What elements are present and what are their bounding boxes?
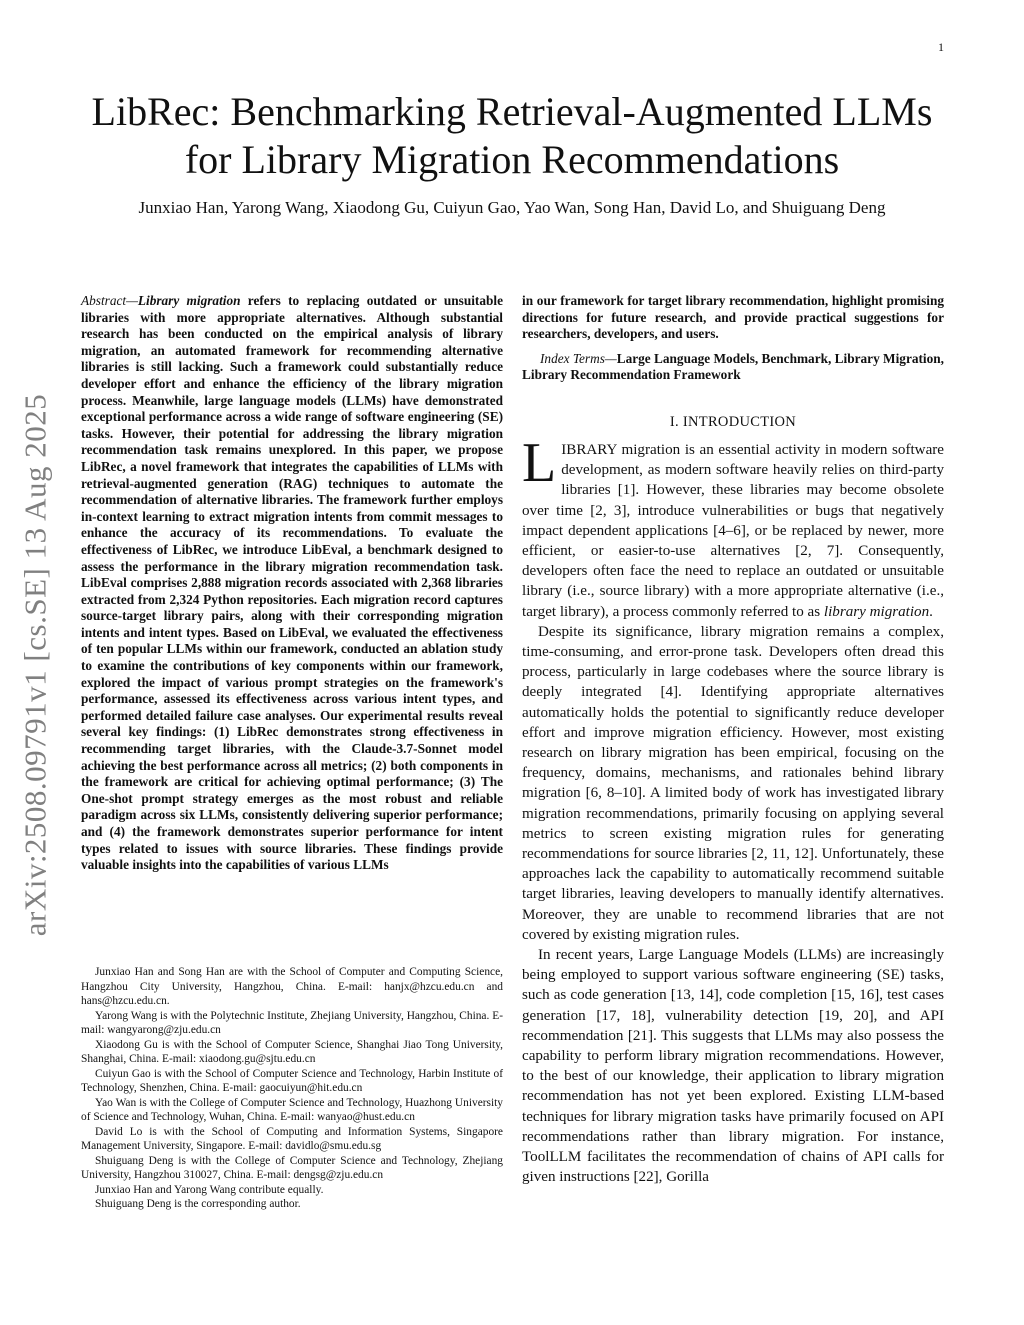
index-terms-label: Index Terms bbox=[540, 350, 605, 366]
footnote: Yarong Wang is with the Polytechnic Institute, Zhejiang University, Hangzhou, China. E-mail: wangyarong@zju.edu.cn bbox=[81, 1009, 503, 1036]
abstract bbox=[81, 293, 503, 874]
arxiv-identifier-text: arXiv:2508.09791v1 [cs.SE] 13 Aug 2025 bbox=[17, 393, 52, 937]
footnote: Junxiao Han and Song Han are with the School of Computer and Computing Science, Hangzhou City University, Hangzhou, China. E-mail: hanjx@hzcu.edu.cn and hans@hzcu.edu.cn. bbox=[81, 966, 503, 1007]
author-list: Junxiao Han, Yarong Wang, Xiaodong Gu, Cuiyun Gao, Yao Wan, Song Han, David Lo, and Shuiguang Deng bbox=[138, 198, 886, 217]
intro-paragraph-3: In recent years, Large Language Models (LLMs) are increasingly being employed to support various software engineering (SE) tasks, such as code generation [13, 14], code completion [15, 16], test cases generation [17, 18], vulnerability detection [19, 20], and API recommendation [21]. This suggests that LLMs may also possess the capability to perform library migration recommendations. However, to the best of our knowledge, their application to library migration recommendation has not yet been explored. Existing LLM-based techniques for library migration tasks have primarily focused on API recommendations rather than library migration. For instance, ToolLLM facilitates the recommendation of chains of API calls for given instructions [22], Gorilla bbox=[522, 947, 944, 1186]
intro-paragraph-1-text: migration is an essential activity in modern software development, as modern software heavily relies on third-party libraries [1]. However, these libraries may become obsolete over time [2, 3], introduce vulnerabilities or bugs that negatively impact dependent applications [4–6], or be replaced by newer, more efficient, or easier-to-use alternatives [2, 7]. Consequently, developers often face the need to replace an outdated or unsuitable library (i.e., source library) with a more appropriate alternative (i.e., target library), a process commonly referred to as bbox=[522, 441, 944, 620]
abstract-lead-term: Library migration bbox=[137, 293, 241, 308]
paper-title-line-2: for Library Migration Recommendations bbox=[184, 137, 840, 182]
footnote: Cuiyun Gao is with the School of Computer Science and Technology, Harbin Institute of Technology, Shenzhen, China. E-mail: gaocuiyun@hit.edu.cn bbox=[81, 1067, 503, 1094]
index-terms-dash: — bbox=[604, 350, 617, 366]
footnote: Yao Wan is with the College of Computer Science and Technology, Huazhong University of Science and Technology, Wuhan, China. E-mail: wanyao@hust.edu.cn bbox=[81, 1096, 503, 1123]
abstract-dash: — bbox=[126, 293, 138, 308]
section-title: INTRODUCTION bbox=[682, 413, 797, 430]
section-heading-introduction bbox=[522, 414, 944, 431]
author-affiliation-footnotes bbox=[81, 965, 503, 1212]
footnote: Shuiguang Deng is with the College of Computer Science and Technology, Zhejiang University, Hangzhou 310027, China. E-mail: dengsg@zju.edu.cn bbox=[81, 1154, 503, 1181]
index-terms-text: Large Language Models, Benchmark, Library Migration, Library Recommendation Framework bbox=[522, 350, 944, 383]
emphasized-term: library migration bbox=[823, 603, 930, 620]
arxiv-identifier-stamp bbox=[12, 370, 58, 960]
paper-title-line-1: LibRec: Benchmarking Retrieval-Augmented LLMs bbox=[91, 89, 933, 134]
page-number: 1 bbox=[938, 40, 944, 54]
intro-paragraph-1 bbox=[522, 431, 944, 622]
footnote: David Lo is with the School of Computing and Information Systems, Singapore Management University, Singapore. E-mail: davidlo@smu.edu.sg bbox=[81, 1125, 503, 1152]
first-word-smallcaps: IBRARY bbox=[561, 441, 617, 458]
abstract-body: refers to replacing outdated or unsuitable libraries with more appropriate alternatives. Although substantial research has been conducted on the empirical analysis of library migration, an automated framework for recommending alternative libraries is still lacking. Such a framework could substantially reduce developer effort and enhance the efficiency of the library migration process. Meanwhile, large language models (LLMs) have demonstrated exceptional performance across a wide range of software engineering (SE) tasks. However, their potential for addressing the library migration recommendation task remains unexplored. In this paper, we propose LibRec, a novel framework that integrates the capabilities of LLMs with retrieval-augmented generation (RAG) techniques to automate the recommendation of alternative libraries. The framework further employs in-context learning to extract migration intents from commit messages to enhance the accuracy of its recommendations. To evaluate the effectiveness of LibRec, we introduce LibEval, a benchmark designed to assess the performance in the library migration recommendation task. LibEval comprises 2,888 migration records associated with 2,368 libraries extracted from 2,324 Python repositories. Each migration record captures source-target library pairs, along with their corresponding migration intents and intent types. Based on LibEval, we evaluated the effectiveness of ten popular LLMs within our framework, conducted an ablation study to examine the contributions of key components within our framework, explored the impact of various prompt strategies on the framework's performance, assessed its effectiveness across various intent types, and performed detailed failure case analyses. Our experimental results reveal several key findings: (1) LibRec demonstrates strong effectiveness in recommending target libraries, with the Claude-3.7-Sonnet model achieving the best performance across all metrics; (2) both components in the framework are critical for achieving optimal performance; (3) The One-shot prompt strategy emerges as the most robust and reliable paradigm across six LLMs, consistently delivering superior performance; and (4) the framework demonstrates superior performance for intent types related to issues with source libraries. These findings provide valuable insights into the capabilities of various LLMs bbox=[81, 293, 503, 873]
intro-paragraph-1-end: . bbox=[929, 603, 933, 620]
section-numeral: I. bbox=[669, 413, 683, 430]
abstract-continuation: in our framework for target library recommendation, highlight promising directions for future research, and provide practical suggestions for researchers, developers, and users. bbox=[522, 293, 944, 342]
right-column bbox=[522, 293, 944, 1187]
drop-cap-letter: L bbox=[522, 431, 557, 494]
intro-paragraph-2: Despite its significance, library migration remains a complex, time-consuming, and error-prone task. Developers often dread this process, particularly in large codebases where the source library is deeply integrated [4]. Identifying appropriate alternatives automatically holds the potential to significantly reduce developer effort and improve migration efficiency. However, most existing research on library migration has been empirical, focusing on the frequency, domains, mechanisms, and rationales behind library migration [6, 8–10]. A limited body of work has investigated library migration recommendations, primarily focusing on applying several metrics to screen existing migration rules for generating recommendations for source libraries [2, 11, 12]. Unfortunately, these approaches lack the capability to automatically recommend suitable target libraries, leaving developers to manually identify alternatives. Moreover, they are unable to recommend libraries that are not covered by existing migration rules. bbox=[522, 623, 944, 943]
footnote: Xiaodong Gu is with the School of Computer Science, Shanghai Jiao Tong University, Shanghai, China. E-mail: xiaodong.gu@sjtu.edu.cn bbox=[81, 1038, 503, 1065]
index-terms bbox=[522, 351, 944, 384]
footnote: Junxiao Han and Yarong Wang contribute equally. bbox=[95, 1183, 324, 1196]
footnote: Shuiguang Deng is the corresponding author. bbox=[95, 1198, 301, 1210]
paper-title bbox=[60, 88, 964, 184]
introduction-body bbox=[522, 431, 944, 1188]
abstract-label: Abstract bbox=[81, 293, 127, 308]
